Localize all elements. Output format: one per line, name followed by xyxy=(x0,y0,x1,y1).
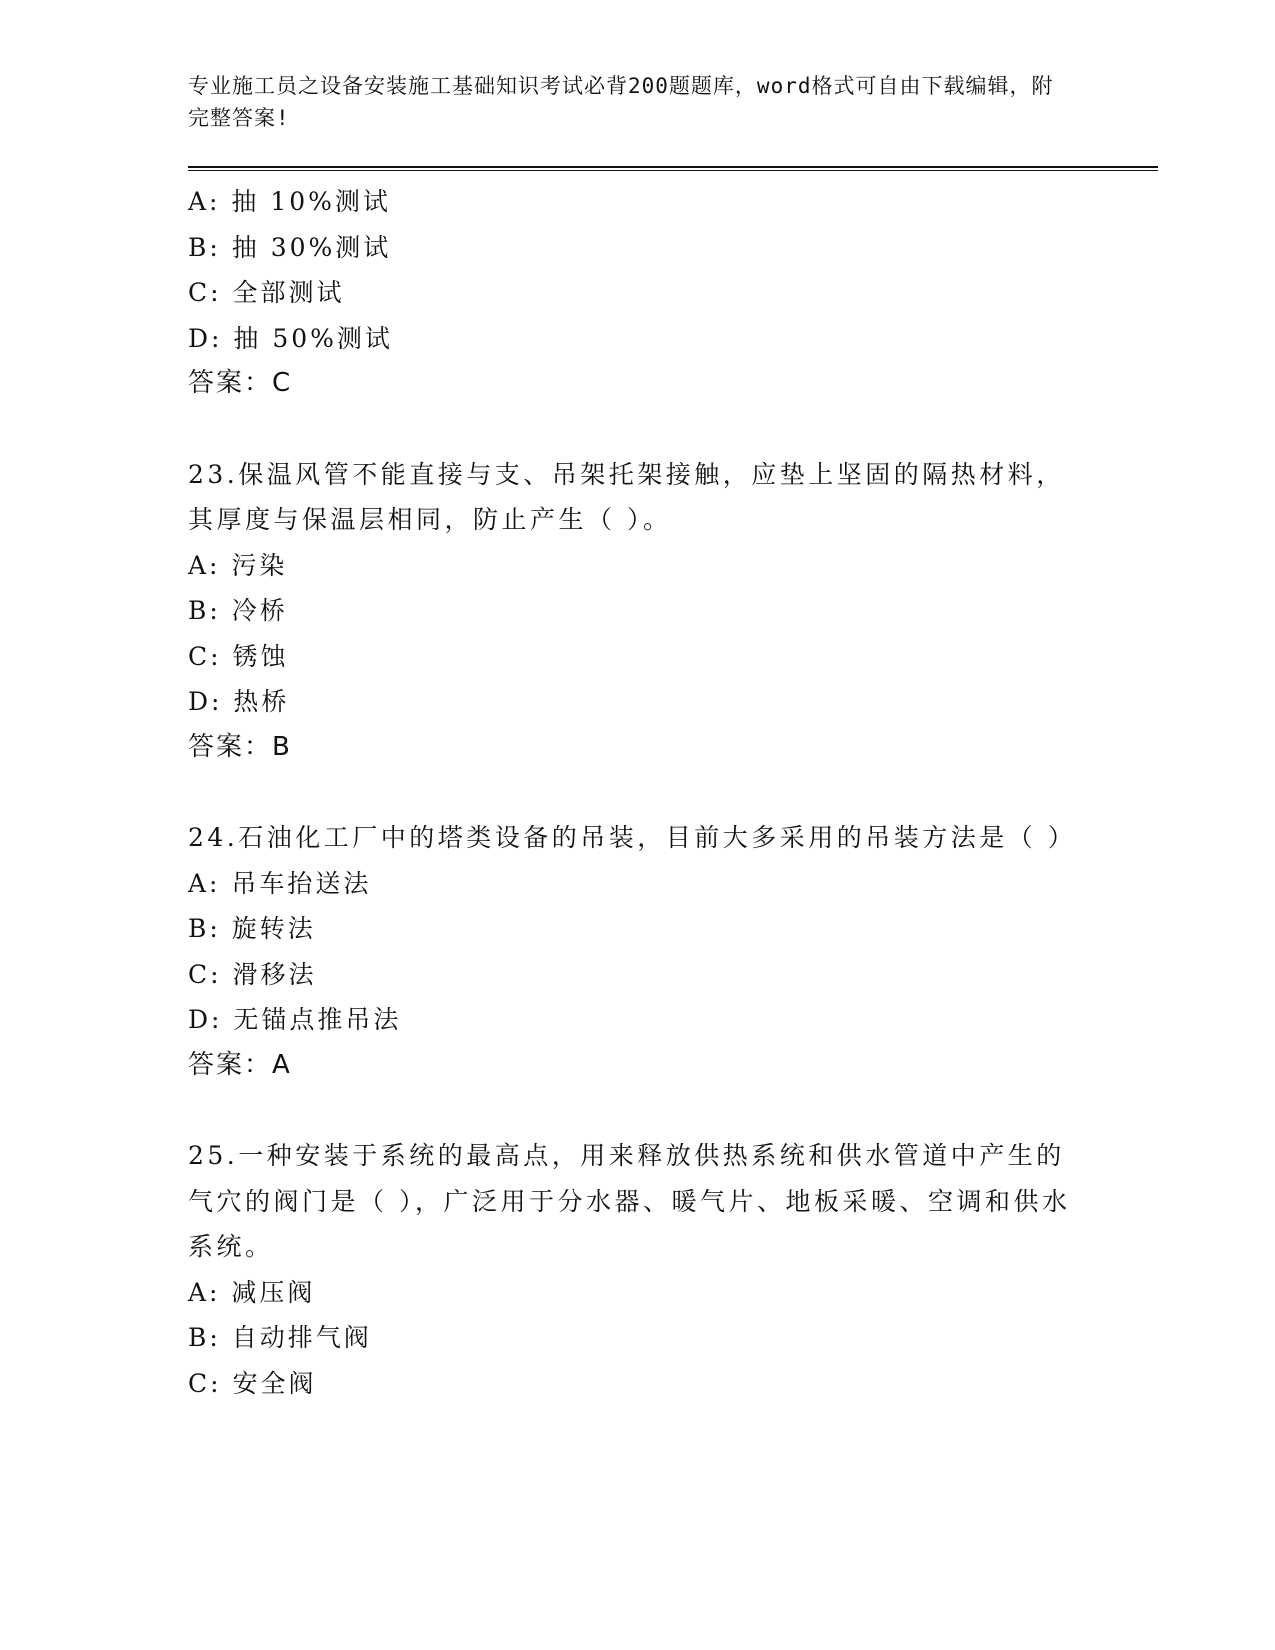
document-page xyxy=(188,70,1168,1406)
header-divider xyxy=(188,166,1158,171)
option-a: A: 污染 xyxy=(188,550,288,580)
question-text: 24.石油化工厂中的塔类设备的吊装，目前大多采用的吊装方法是（ ） xyxy=(188,823,1077,852)
option-a: A: 减压阀 xyxy=(188,1277,316,1307)
option-c: C: 安全阀 xyxy=(188,1368,317,1398)
option-b: B: 旋转法 xyxy=(188,914,316,943)
spacer xyxy=(188,407,1168,452)
question-22-block xyxy=(188,179,1168,407)
answer-label: 答案：B xyxy=(188,731,292,762)
spacer xyxy=(188,1088,1168,1133)
question-23-block xyxy=(188,452,1168,771)
option-c: C: 锈蚀 xyxy=(188,641,289,671)
question-text: 23.保温风管不能直接与支、吊架托架接触，应垫上坚固的隔热材料，其厚度与保温层相同，防止产生（ ）。 xyxy=(188,459,1065,534)
document-header: 专业施工员之设备安装施工基础知识考试必背200题题库，word格式可自由下载编辑，附完整答案! xyxy=(188,74,1054,130)
option-c: C: 滑移法 xyxy=(188,959,317,989)
option-b: B: 自动排气阀 xyxy=(188,1323,372,1352)
spacer xyxy=(188,770,1168,815)
option-b: B: 冷桥 xyxy=(188,596,288,625)
option-a: A: 吊车抬送法 xyxy=(188,868,372,898)
answer-label: 答案：A xyxy=(188,1049,292,1080)
question-24-block xyxy=(188,815,1168,1088)
answer-label: 答案：C xyxy=(188,368,293,398)
option-d: D: 抽 50%测试 xyxy=(188,323,393,353)
option-d: D: 热桥 xyxy=(188,687,290,716)
question-text: 25.一种安装于系统的最高点，用来释放供热系统和供水管道中产生的气穴的阀门是（ ），广泛用于分水器、暖气片、地板采暖、空调和供水系统。 xyxy=(188,1141,1071,1261)
option-d: D: 无锚点推吊法 xyxy=(188,1005,402,1034)
option-a: A: 抽 10%测试 xyxy=(188,187,391,216)
option-b: B: 抽 30%测试 xyxy=(188,232,392,262)
question-25-block xyxy=(188,1133,1168,1406)
option-c: C: 全部测试 xyxy=(188,278,345,307)
